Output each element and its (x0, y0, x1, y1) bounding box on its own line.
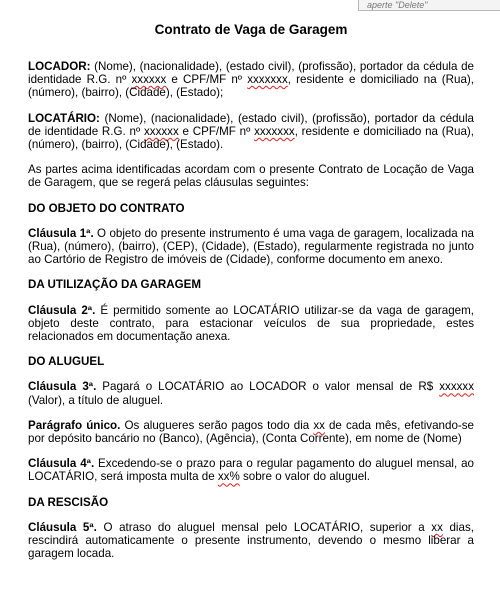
clause-3-text-2: (Valor), a título de aluguel. (28, 393, 164, 407)
locatario-text-1: (Nome), (nacionalidade), (estado civil), (profissão), portador da cédula de identidade R.G. nº (28, 111, 474, 138)
clause-1 (28, 227, 474, 267)
locatario-label: LOCATÁRIO: (28, 111, 100, 125)
section-heading-rescisao: DA RESCISÃO (28, 495, 109, 509)
clause-4-text-1: Excedendo-se o prazo para o regular pagamento do aluguel mensal, ao LOCATÁRIO, será imposta multa de (28, 457, 474, 484)
paragrafo-unico-text-1: Os alugueres serão pagos todo dia (120, 418, 314, 432)
locatario-cpf-placeholder: xxxxxxx (254, 124, 295, 138)
clause-5-label: Cláusula 5ª. (28, 520, 97, 534)
clause-5-text-2: dias, rescindirá automaticamente o presente instrumento, devendo o mesmo liberar a garagem locada. (28, 520, 474, 561)
locatario-rg-placeholder: xxxxxx (143, 124, 179, 138)
document-title: Contrato de Vaga de Garagem (154, 22, 348, 37)
section-heading-objeto: DO OBJETO DO CONTRATO (28, 201, 185, 215)
clause-4 (28, 457, 474, 483)
paragrafo-unico (28, 419, 474, 445)
clause-3-text-1: Pagará o LOCATÁRIO ao LOCADOR o valor mensal de R$ (96, 380, 440, 394)
clause-3-label: Cláusula 3ª. (28, 380, 97, 394)
clause-5-text-1: O atraso do aluguel mensal pelo LOCATÁRIO, superior a (96, 520, 432, 534)
locador-cpf-placeholder: xxxxxxx (247, 73, 288, 87)
clause-3-value-placeholder: xxxxxx (439, 380, 474, 394)
delete-hint-tooltip: aperte "Delete" (358, 0, 500, 11)
locador-text-1: (Nome), (nacionalidade), (estado civil), (profissão), portador da cédula de identidade R.G. nº (28, 60, 474, 87)
clause-2 (28, 304, 474, 344)
clause-5-days-placeholder: xx (431, 520, 443, 534)
intro-paragraph: As partes acima identificadas acordam com o presente Contrato de Locação de Vaga de Garagem, que se regerá pelas cláusulas seguintes: (28, 163, 474, 190)
paragrafo-unico-day-placeholder: xx (313, 418, 325, 432)
paragrafo-unico-text-2: de cada mês, efetivando-se por depósito bancário no (Banco), (Agência), (Conta Corrente), em nome de (Nome) (28, 418, 475, 446)
section-heading-aluguel: DO ALUGUEL (28, 355, 105, 369)
clause-3 (28, 380, 474, 406)
clause-1-label: Cláusula 1ª. (28, 226, 94, 240)
locador-rg-placeholder: xxxxxx (131, 73, 167, 87)
clause-2-label: Cláusula 2ª. (28, 303, 96, 317)
clause-5 (28, 521, 474, 561)
clause-1-text: O objeto do presente instrumento é uma vaga de garagem, localizada na (Rua), (número), (bairro), (CEP), (Cidade), (Estado), regularmente registrada no junto ao Cartório de Registro de imóveis de (Cidade), conforme documento em anexo. (28, 226, 474, 267)
locatario-paragraph (28, 112, 474, 152)
locador-text-2: e CPF/MF nº (166, 73, 248, 87)
locatario-text-3: , residente e domiciliado na (Rua), (número), (bairro), (Cidade), (Estado). (28, 124, 474, 152)
locador-text-3: , residente e domiciliado na (Rua), (número), (bairro), (Cidade), (Estado); (28, 73, 475, 100)
clause-4-percent-placeholder: xx% (217, 470, 240, 484)
clause-4-label: Cláusula 4ª. (28, 457, 95, 471)
locatario-text-2: e CPF/MF nº (178, 124, 255, 138)
paragrafo-unico-label: Parágrafo único. (28, 418, 121, 432)
clause-2-text: É permitido somente ao LOCATÁRIO utilizar-se da vaga de garagem, objeto deste contrato, para estacionar veículos de sua propriedade, estes relacionados em documentação anexa. (28, 303, 474, 344)
section-heading-utilizacao: DA UTILIZAÇÃO DA GARAGEM (28, 278, 202, 292)
contract-page (28, 18, 474, 572)
locador-label: LOCADOR: (28, 60, 91, 73)
clause-4-text-2: sobre o valor do aluguel. (239, 470, 370, 484)
locador-paragraph (28, 60, 474, 100)
